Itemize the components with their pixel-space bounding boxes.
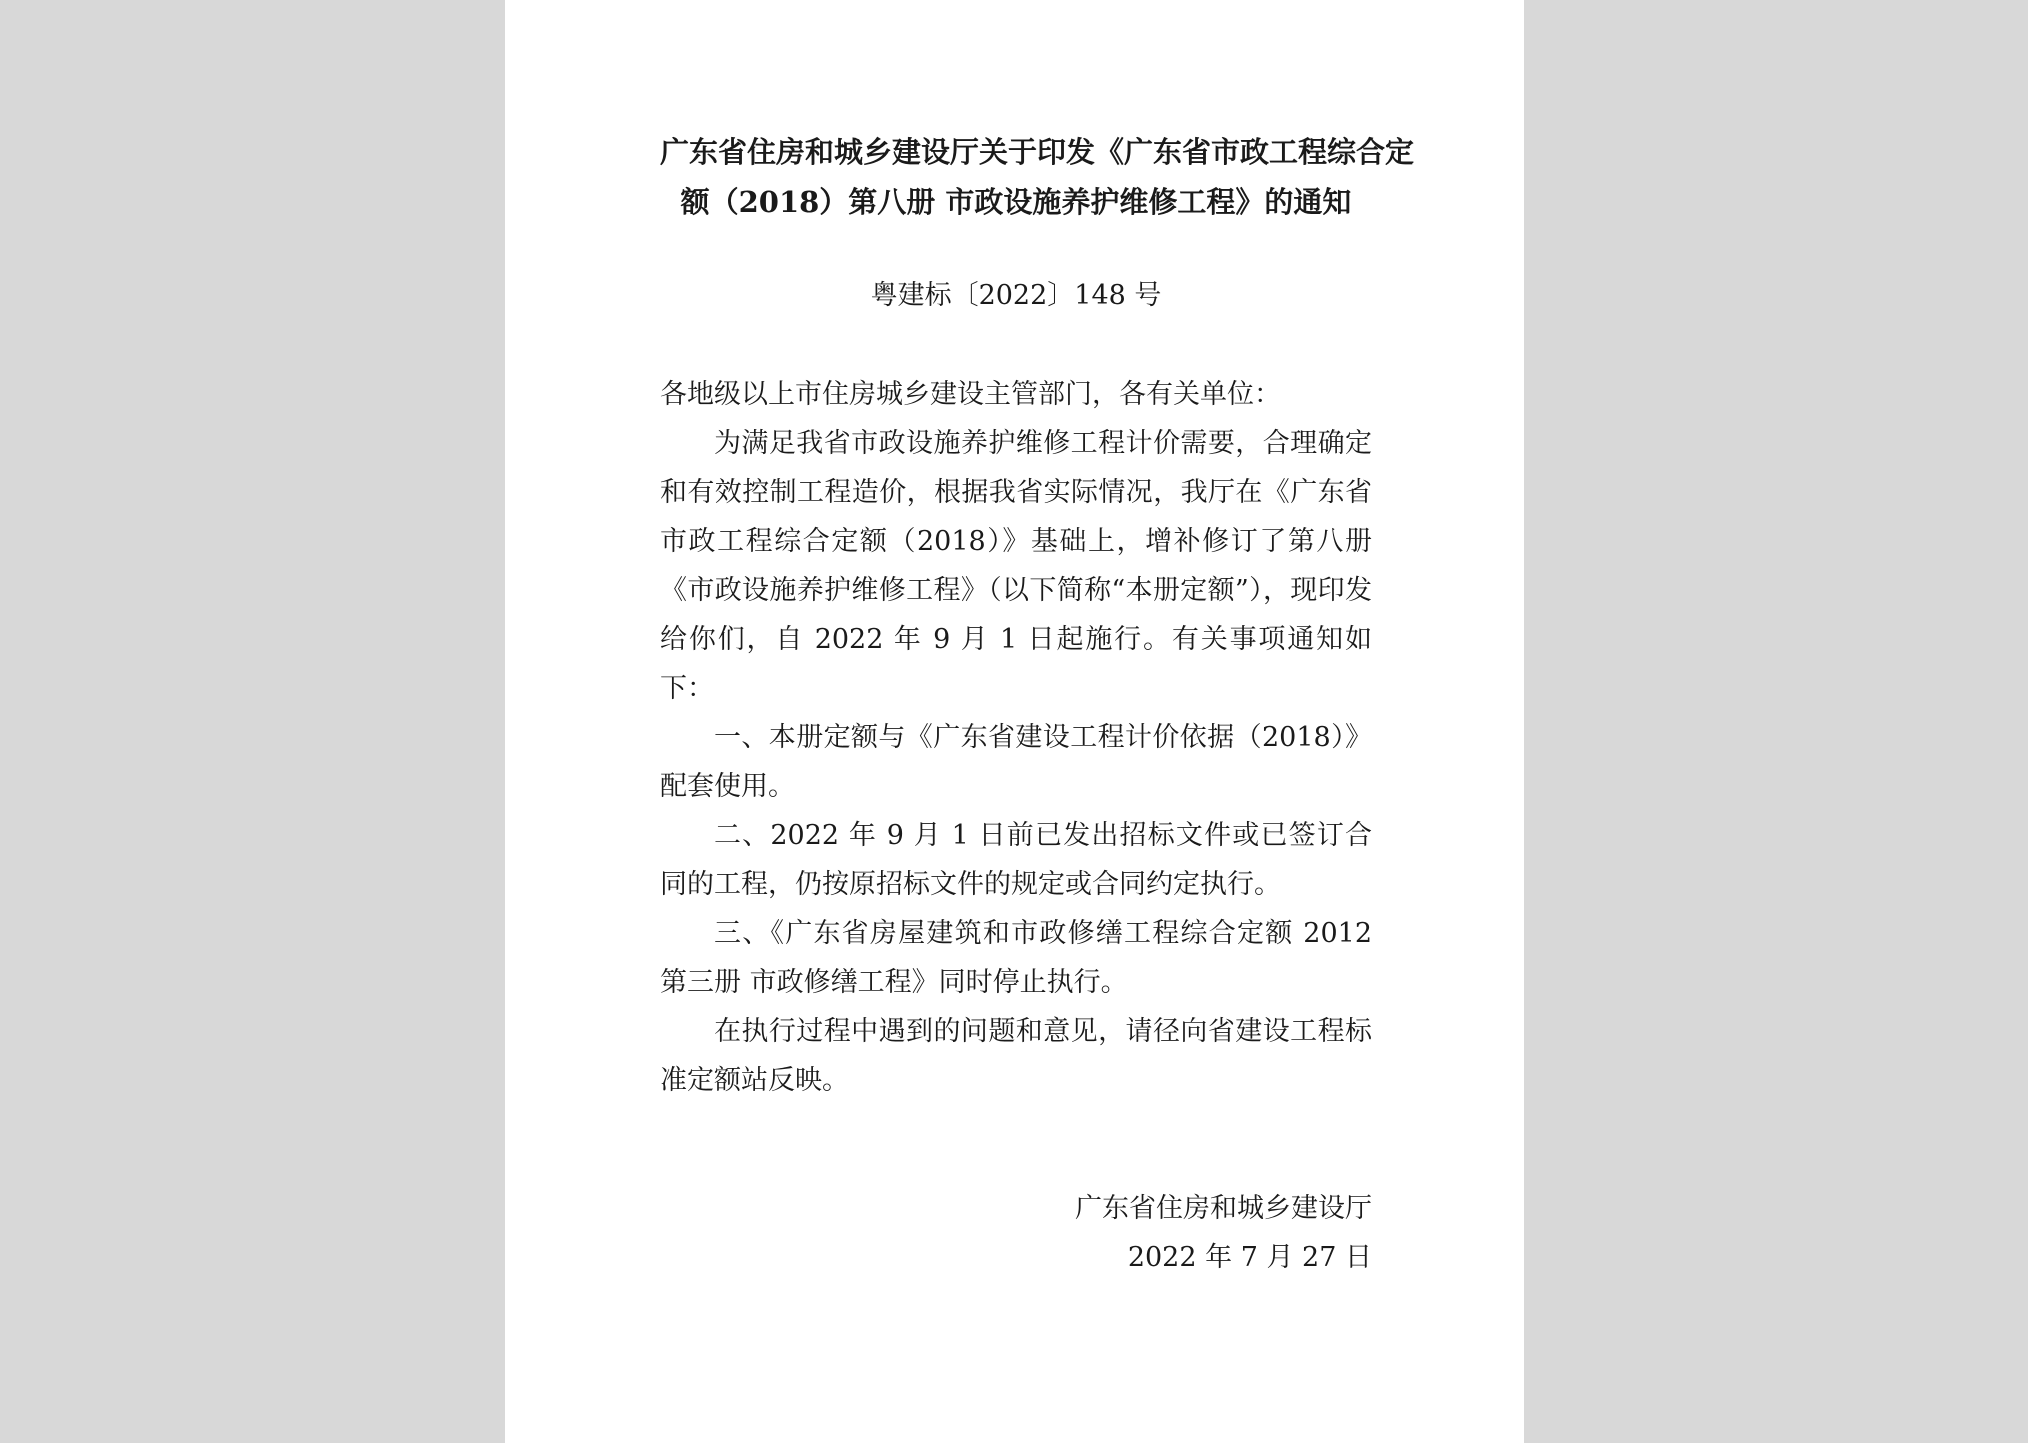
document-number: 粤建标〔2022〕148 号 [870,280,1162,311]
document-page [505,0,1524,1443]
paragraph-closing: 在执行过程中遇到的问题和意见，请径向省建设工程标准定额站反映。 [660,1016,1372,1096]
document-title [660,127,1415,227]
paragraph-item-2: 二、2022 年 9 月 1 日前已发出招标文件或已签订合同的工程，仍按原招标文件的规定或合同约定执行。 [660,820,1372,900]
signature-block [660,1184,1372,1282]
paragraph-item-1: 一、本册定额与《广东省建设工程计价依据（2018）》配套使用。 [660,722,1372,802]
paragraph-item-3: 三、《广东省房屋建筑和市政修缮工程综合定额 2012 第三册 市政修缮工程》同时停止执行。 [660,918,1372,998]
paragraph-intro: 为满足我省市政设施养护维修工程计价需要，合理确定和有效控制工程造价，根据我省实际情况，我厅在《广东省市政工程综合定额（2018）》基础上，增补修订了第八册《市政设施养护维修工程》（以下简称“本册定额”），现印发给你们，自 2022 年 9 月 1 日起施行。有关事项通知如下： [660,428,1372,704]
signature-organization: 广东省住房和城乡建设厅 [1075,1193,1372,1224]
salutation: 各地级以上市住房城乡建设主管部门，各有关单位： [660,379,1281,410]
signature-date: 2022 年 7 月 27 日 [1127,1242,1372,1273]
document-body [660,370,1372,1105]
title-line-2: 额（2018）第八册 市政设施养护维修工程》的通知 [680,185,1352,219]
title-line-1: 广东省住房和城乡建设厅关于印发《广东省市政工程综合定 [660,135,1415,169]
